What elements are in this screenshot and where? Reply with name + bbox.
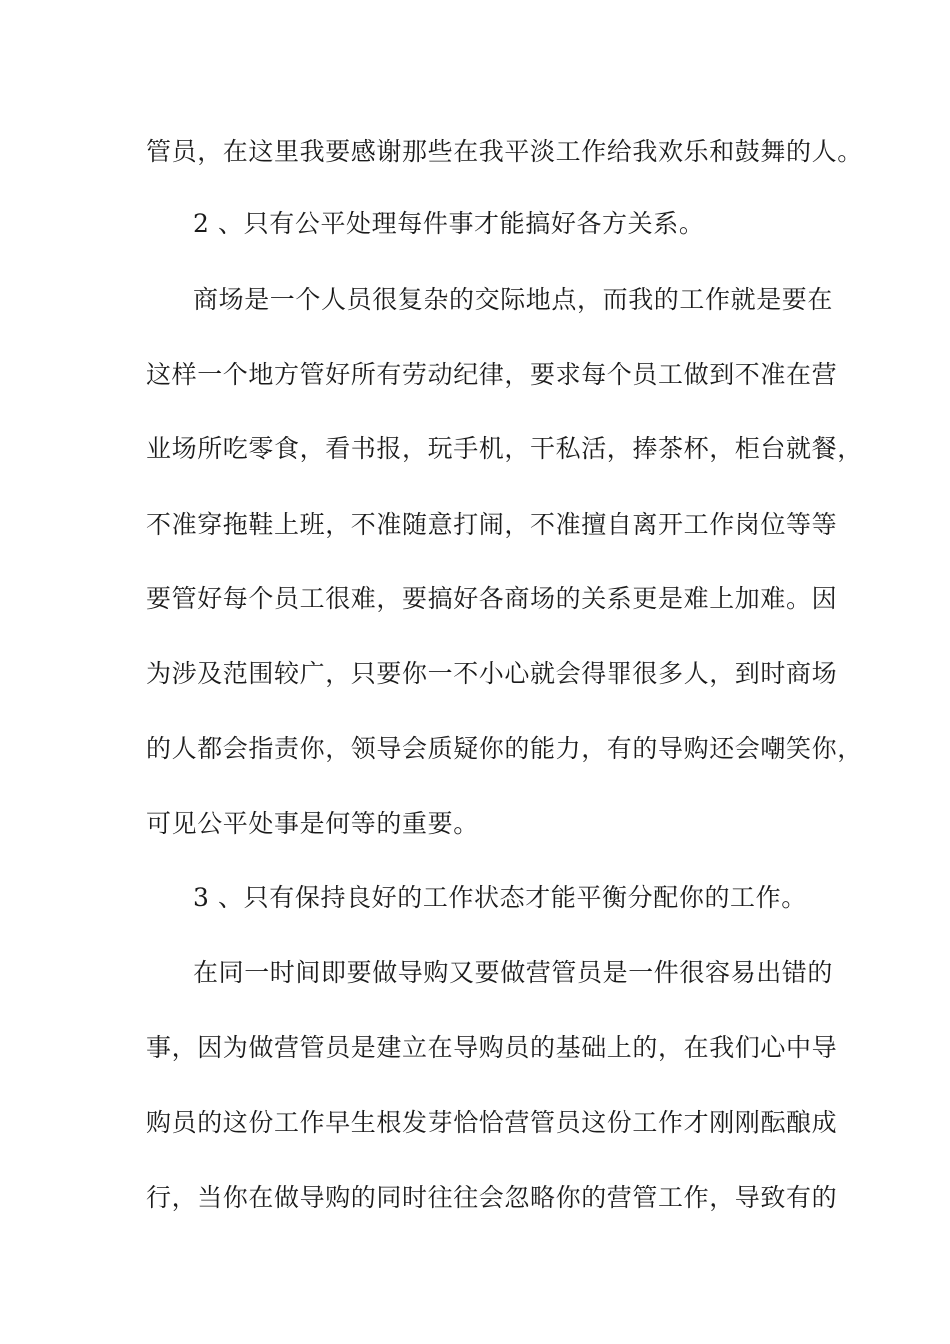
text-line-9: 的人都会指责你，领导会质疑你的能力，有的导购还会嘲笑你，: [146, 734, 863, 763]
text-line-4: 这样一个地方管好所有劳动纪律，要求每个员工做到不准在营: [146, 360, 838, 389]
text-line-3: 商场是一个人员很复杂的交际地点，而我的工作就是要在: [193, 285, 834, 314]
section-heading-2: 2 、只有公平处理每件事才能搞好各方关系。: [193, 209, 705, 238]
text-line-13: 事，因为做营管员是建立在导购员的基础上的，在我们心中导: [146, 1033, 838, 1062]
section-heading-3: 3 、只有保持良好的工作状态才能平衡分配你的工作。: [193, 883, 807, 912]
text-line-12: 在同一时间即要做导购又要做营管员是一件很容易出错的: [193, 958, 834, 987]
text-line-10: 可见公平处事是何等的重要。: [146, 809, 479, 838]
text-line-14: 购员的这份工作早生根发芽恰恰营管员这份工作才刚刚酝酿成: [146, 1108, 838, 1137]
text-line-5: 业场所吃零食，看书报，玩手机，干私活，捧茶杯，柜台就餐，: [146, 434, 863, 463]
text-line-6: 不准穿拖鞋上班，不准随意打闹，不准擅自离开工作岗位等等: [146, 510, 838, 539]
text-line-7: 要管好每个员工很难，要搞好各商场的关系更是难上加难。因: [146, 584, 838, 613]
text-line-15: 行，当你在做导购的同时往往会忽略你的营管工作，导致有的: [146, 1183, 838, 1212]
text-line-1: 管员，在这里我要感谢那些在我平淡工作给我欢乐和鼓舞的人。: [146, 137, 863, 166]
text-line-8: 为涉及范围较广，只要你一不小心就会得罪很多人，到时商场: [146, 659, 838, 688]
